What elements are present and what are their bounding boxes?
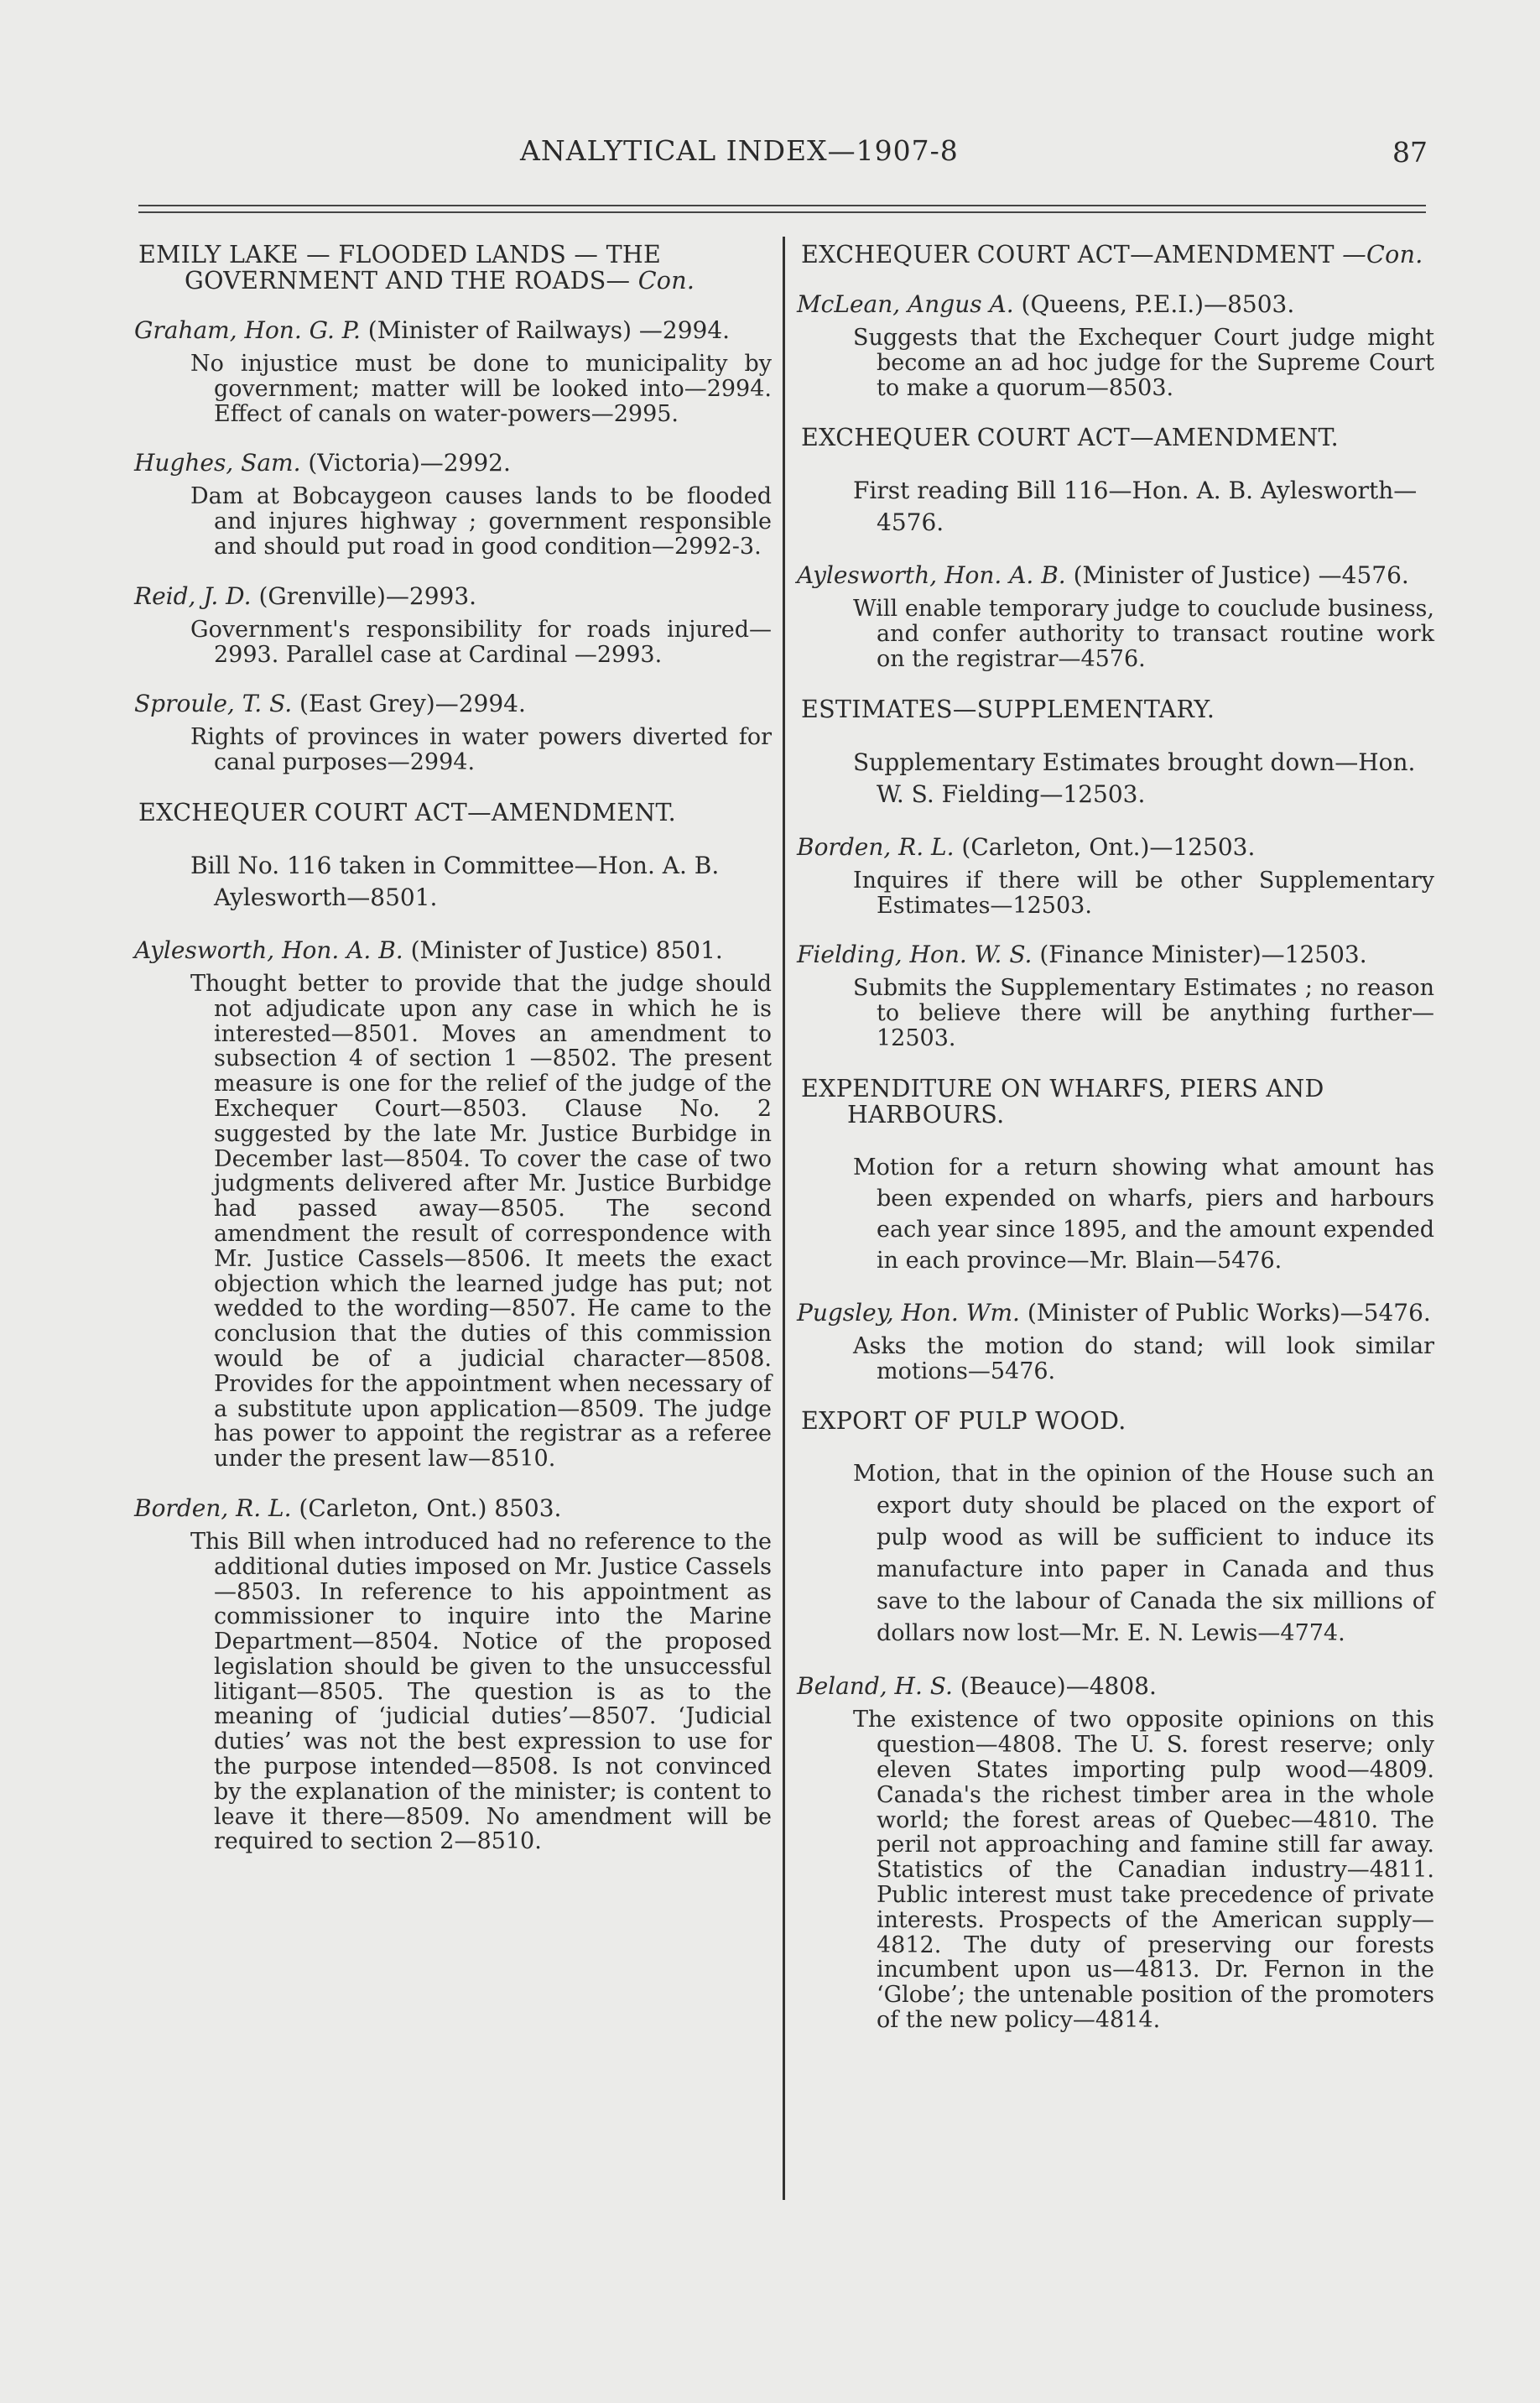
index-summary: No injustice must be done to municipality by government; matter will be looked into—2994. Effect of canals on water-powers—2995. bbox=[190, 351, 772, 427]
speaker-name: Beland, H. S. bbox=[797, 1672, 953, 1701]
index-summary: Rights of provinces in water powers diverted for canal purposes—2994. bbox=[190, 724, 772, 776]
speaker-entry bbox=[134, 581, 772, 610]
speaker-detail: (Finance Minister)—12503. bbox=[1032, 941, 1367, 969]
speaker-entry bbox=[797, 942, 1434, 967]
speaker-name: Hughes, Sam. bbox=[134, 449, 301, 477]
header-rule-top bbox=[138, 205, 1426, 206]
heading-text: EXPENDITURE ON WHARFS, PIERS AND HARBOURS. bbox=[801, 1074, 1324, 1129]
index-heading bbox=[797, 1408, 1434, 1434]
index-summary: Suggests that the Exchequer Court judge might become an ad hoc judge for the Supreme Court to make a quorum—8503. bbox=[853, 325, 1434, 401]
speaker-name: Pugsley, Hon. Wm. bbox=[797, 1298, 1020, 1327]
speaker-name: Borden, R. L. bbox=[134, 1493, 292, 1522]
index-summary: This Bill when introduced had no reference to the additional duties imposed on Mr. Justice Cassels—8503. In reference to his appointment as commissioner to inquire into the Marine Department—8504. Notice of the proposed legislation should be given to the unsuccessful litigant—8505. The question is as to the meaning of ‘judicial duties’—8507. ‘Judicial duties’ was not the best expression to use for the purpose intended—8508. Is not convinced by the explanation of the minister; is content to leave it there—8509. No amendment will be required to section 2—8510. bbox=[190, 1528, 772, 1855]
speaker-detail: (Minister of Justice) —4576. bbox=[1065, 561, 1409, 590]
index-summary: Will enable temporary judge to couclude business, and confer authority to transact routine work on the registrar—4576. bbox=[853, 596, 1434, 672]
page-header bbox=[0, 124, 1540, 175]
speaker-entry bbox=[134, 451, 772, 476]
speaker-name: Borden, R. L. bbox=[797, 832, 955, 861]
index-summary: Submits the Supplementary Estimates ; no reason to believe there will be anything further—12503. bbox=[853, 975, 1434, 1051]
speaker-entry bbox=[797, 563, 1434, 588]
speaker-entry bbox=[797, 292, 1434, 317]
speaker-detail: (Carleton, Ont.)—12503. bbox=[954, 832, 1256, 861]
index-heading bbox=[797, 242, 1434, 268]
speaker-entry bbox=[797, 1298, 1434, 1327]
speaker-entry bbox=[797, 1674, 1434, 1699]
index-note: Supplementary Estimates brought down—Hon. W. S. Fielding—12503. bbox=[853, 748, 1416, 808]
left-column bbox=[134, 242, 772, 1879]
speaker-name: Aylesworth, Hon. A. B. bbox=[797, 561, 1066, 590]
index-heading bbox=[797, 425, 1434, 451]
index-heading bbox=[134, 242, 772, 294]
heading-continued: Con. bbox=[637, 267, 695, 295]
index-summary: Motion, that in the opinion of the House such an export duty should be placed on the export of pulp wood as will be sufficient to induce its manufacture into paper in Canada and thus save to the labour of Canada the six millions of dollars now lost—Mr. E. N. Lewis—4774. bbox=[853, 1461, 1434, 1647]
speaker-entry bbox=[797, 832, 1434, 861]
index-summary: Asks the motion do stand; will look similar motions—5476. bbox=[853, 1332, 1434, 1384]
column-divider bbox=[783, 237, 785, 2200]
heading-text: EXCHEQUER COURT ACT—AMENDMENT. bbox=[801, 424, 1340, 452]
header-rule-bottom bbox=[138, 211, 1426, 213]
running-title: ANALYTICAL INDEX—1907-8 bbox=[520, 134, 959, 167]
index-summary: Motion for a return showing what amount has been expended on wharfs, piers and harbours each year since 1895, and the amount expended in each province—Mr. Blain—5476. bbox=[853, 1154, 1434, 1274]
index-note: Bill No. 116 taken in Committee—Hon. A. B. Aylesworth—8501. bbox=[190, 851, 720, 911]
index-heading bbox=[797, 696, 1434, 722]
speaker-detail: (Carleton, Ont.) 8503. bbox=[291, 1493, 562, 1522]
heading-continued: —Con. bbox=[1342, 241, 1423, 268]
speaker-entry bbox=[134, 938, 772, 963]
speaker-entry bbox=[134, 318, 772, 343]
heading-text: ESTIMATES—SUPPLEMENTARY. bbox=[801, 695, 1215, 723]
speaker-detail: (Minister of Justice) 8501. bbox=[403, 936, 723, 964]
speaker-detail: (Minister of Railways) —2994. bbox=[360, 316, 731, 344]
heading-text: EXCHEQUER COURT ACT—AMENDMENT bbox=[801, 241, 1334, 268]
speaker-name: Sproule, T. S. bbox=[134, 690, 293, 718]
index-note: First reading Bill 116—Hon. A. B. Aylesworth—4576. bbox=[853, 477, 1418, 537]
heading-text: EXCHEQUER COURT ACT—AMENDMENT. bbox=[138, 798, 677, 826]
speaker-entry bbox=[134, 691, 772, 717]
index-summary: Inquires if there will be other Supplementary Estimates—12503. bbox=[853, 867, 1434, 919]
index-summary: The existence of two opposite opinions on this question—4808. The U. S. forest reserve; only eleven States importing pulp wood—4809. Canada's the richest timber area in the whole world; the forest areas of Quebec—4810. The peril not approaching and famine still far away. Statistics of the Canadian industry—4811. Public interest must take precedence of private interests. Prospects of the American supply—4812. The duty of preserving our forests incumbent upon us—4813. Dr. Fernon in the ‘Globe’; the untenable position of the promoters of the new policy—4814. bbox=[853, 1707, 1434, 2033]
speaker-name: Reid, J. D. bbox=[134, 581, 252, 610]
speaker-detail: (Minister of Public Works)—5476. bbox=[1019, 1298, 1431, 1327]
index-summary: Dam at Bobcaygeon causes lands to be flooded and injures highway ; government responsible and should put road in good condition—2992-3. bbox=[190, 483, 772, 560]
speaker-name: Aylesworth, Hon. A. B. bbox=[134, 936, 403, 964]
speaker-detail: (East Grey)—2994. bbox=[292, 690, 526, 718]
index-summary: Thought better to provide that the judge should not adjudicate upon any case in which he is interested—8501. Moves an amendment to subsection 4 of section 1 —8502. The present measure is one for the relief of the judge of the Exchequer Court—8503. Clause No. 2 suggested by the late Mr. Justice Burbidge in December last—8504. To cover the case of two judgments delivered after Mr. Justice Burbidge had passed away—8505. The second amendment the result of correspondence with Mr. Justice Cassels—8506. It meets the exact objection which the learned judge has put; not wedded to the wording—8507. He came to the conclusion that the duties of this commission would be of a judicial character—8508. Provides for the appointment when necessary of a substitute upon application—8509. The judge has power to appoint the registrar as a referee under the present law—8510. bbox=[190, 970, 772, 1473]
speaker-detail: (Beauce)—4808. bbox=[952, 1672, 1157, 1701]
index-heading bbox=[134, 800, 772, 826]
right-column bbox=[797, 242, 1434, 2057]
index-summary: Government's responsibility for roads injured—2993. Parallel case at Cardinal —2993. bbox=[190, 616, 772, 668]
page-number: 87 bbox=[1392, 136, 1428, 169]
speaker-name: Fielding, Hon. W. S. bbox=[797, 941, 1033, 969]
speaker-detail: (Queens, P.E.I.)—8503. bbox=[1013, 290, 1295, 318]
heading-text: EMILY LAKE — FLOODED LANDS — THE GOVERNMENT AND THE ROADS— bbox=[138, 241, 662, 295]
speaker-entry bbox=[134, 1493, 772, 1522]
speaker-detail: (Grenville)—2993. bbox=[251, 581, 477, 610]
index-heading bbox=[797, 1076, 1434, 1128]
heading-text: EXPORT OF PULP WOOD. bbox=[801, 1407, 1126, 1436]
speaker-name: McLean, Angus A. bbox=[797, 290, 1014, 318]
speaker-detail: (Victoria)—2992. bbox=[300, 449, 511, 477]
speaker-name: Graham, Hon. G. P. bbox=[134, 316, 361, 344]
